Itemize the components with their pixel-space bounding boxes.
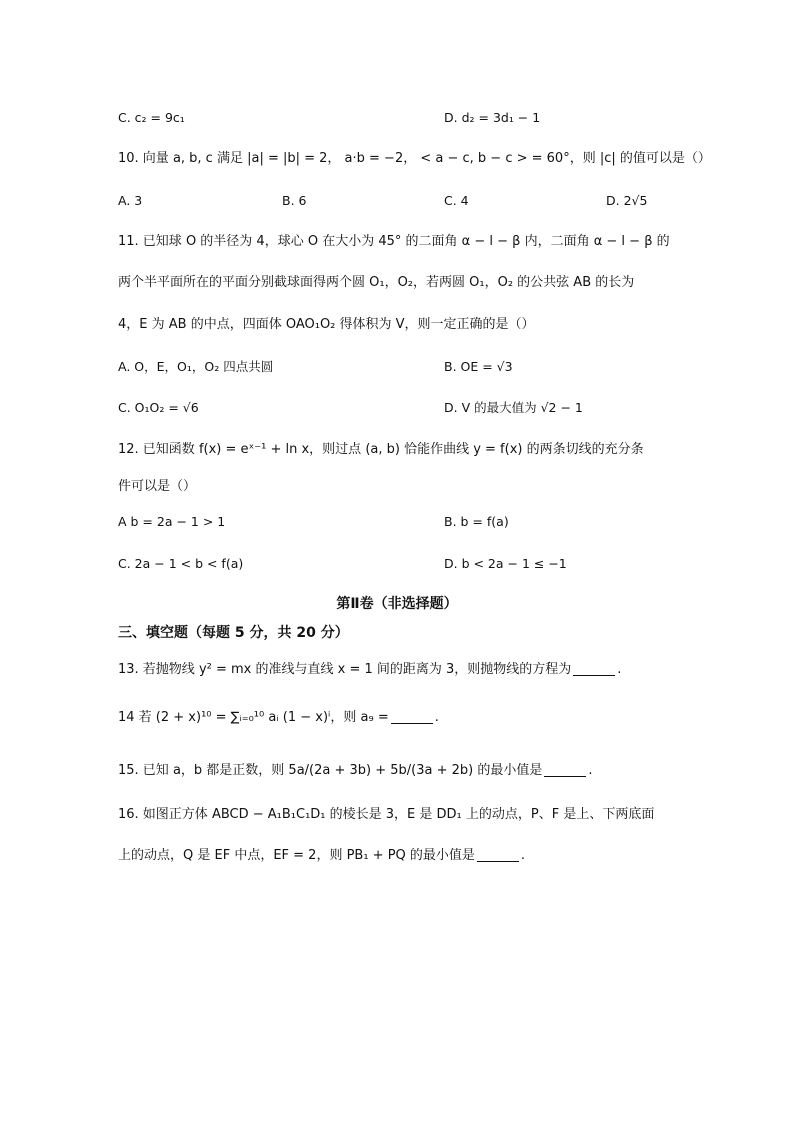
q11-option-b: B. OE = √3 (444, 359, 513, 374)
q10-option-d: D. 2√5 (606, 193, 648, 208)
q13-text: 13. 若抛物线 y² = mx 的准线与直线 x = 1 间的距离为 3，则抛物线的方程为 (118, 662, 572, 677)
part-2-title: 第Ⅱ卷（非选择题） (336, 596, 458, 612)
q9-option-c: C. c₂ = 9c₁ (118, 110, 185, 125)
q15-text: 15. 已知 a，b 都是正数，则 5a/(2a + 3b) + 5b/(3a + 2b) 的最小值是 (118, 763, 543, 778)
q16-answer-blank[interactable] (477, 847, 519, 862)
q10-option-b: B. 6 (282, 193, 307, 208)
q16-period: . (520, 848, 526, 863)
q13-period: . (617, 662, 622, 677)
q15-line (118, 761, 678, 781)
q11-line-3: 4，E 为 AB 的中点，四面体 OAO₁O₂ 得体积为 V，则一定正确的是（） (118, 317, 535, 332)
section-3-title: 三、填空题（每题 5 分，共 20 分） (118, 625, 349, 641)
q11-line-1: 11. 已知球 O 的半径为 4，球心 O 在大小为 45° 的二面角 α − l − β 内，二面角 α − l − β 的 (118, 234, 670, 249)
q10-option-a: A. 3 (118, 193, 143, 208)
q15-period: . (588, 763, 593, 778)
q10-option-c: C. 4 (444, 193, 469, 208)
q14-text: 14 若 (2 + x)¹⁰ = ∑ᵢ₌₀¹⁰ aᵢ (1 − x)ⁱ，则 a₉ = (118, 710, 389, 725)
q10-stem: 10. 向量 a, b, c 满足 |a| = |b| = 2， a·b = −2， < a − c, b − c > = 60°，则 |c| 的值可以是（） (118, 151, 711, 166)
q9-option-d: D. d₂ = 3d₁ − 1 (444, 110, 541, 125)
q15-answer-blank[interactable] (544, 762, 586, 777)
q16-line-2 (118, 846, 678, 866)
q12-option-d: D. b < 2a − 1 ≤ −1 (444, 556, 567, 571)
q14-answer-blank[interactable] (391, 709, 433, 724)
q11-option-d: D. V 的最大值为 √2 − 1 (444, 400, 583, 415)
q11-line-2: 两个半平面所在的平面分别截球面得两个圆 O₁，O₂，若两圆 O₁，O₂ 的公共弦 AB 的长为 (118, 275, 635, 290)
q12-option-a: A b = 2a − 1 > 1 (118, 514, 226, 529)
q13-line (118, 660, 678, 680)
q14-period: . (434, 710, 439, 725)
q11-option-c: C. O₁O₂ = √6 (118, 400, 199, 415)
q16-text: 上的动点，Q 是 EF 中点，EF = 2，则 PB₁ + PQ 的最小值是 (118, 848, 475, 863)
q12-option-c: C. 2a − 1 < b < f(a) (118, 556, 244, 571)
q12-option-b: B. b = f(a) (444, 514, 509, 529)
q11-option-a: A. O，E，O₁，O₂ 四点共圆 (118, 359, 274, 374)
q14-line (118, 708, 678, 728)
q12-line-1: 12. 已知函数 f(x) = eˣ⁻¹ + ln x，则过点 (a, b) 恰能作曲线 y = f(x) 的两条切线的充分条 (118, 442, 644, 457)
q16-line-1: 16. 如图正方体 ABCD − A₁B₁C₁D₁ 的棱长是 3，E 是 DD₁ 上的动点，P、F 是上、下两底面 (118, 807, 655, 822)
q12-line-2: 件可以是（） (118, 479, 197, 494)
q13-answer-blank[interactable] (573, 661, 615, 676)
